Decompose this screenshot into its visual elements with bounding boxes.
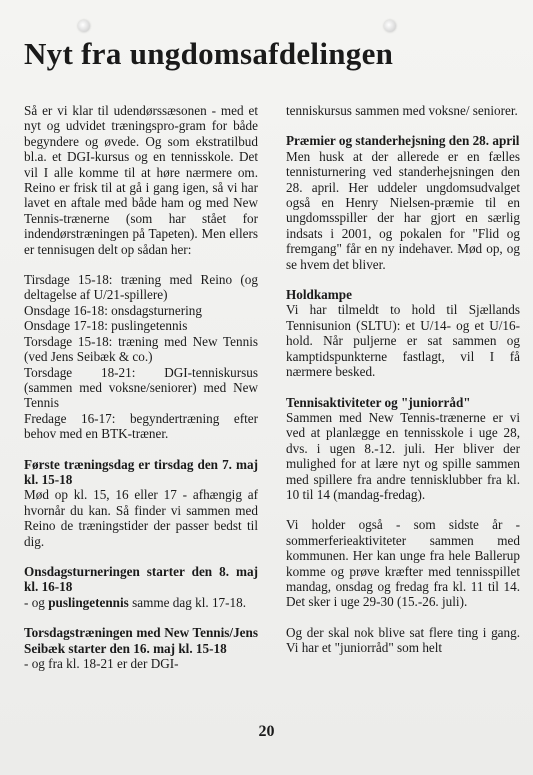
thursday-section bbox=[24, 625, 258, 671]
intro-paragraph: Så er vi klar til udendørssæsonen - med et nyt og udvidet træningspro-gram for både begyndere og øvede. Og som ekstratilbud bl.a. et DGI-kursus og en tennisskole. Det vil I alle komme til at høre nærmere om. Reino er frisk til at gå i gang igen, så vi har lavet en aftale med både ham og med New Tennis-trænerne (som har stået for indendørstræningen på Tapeten). Men ellers er tennisugen delt op sådan her: bbox=[24, 103, 258, 257]
wednesday-section bbox=[24, 564, 258, 610]
page-number: 20 bbox=[258, 723, 275, 740]
teams-body: Vi har tilmeldt to hold til Sjællands Tennisunion (SLTU): et U/14- og et U/16-hold. Når puljerne er sat sammen og kamptidspunkterne fastlagt, vil I få nærmere besked. bbox=[286, 302, 520, 380]
schedule-list bbox=[24, 272, 258, 441]
thursday-heading: Torsdagstræningen med New Tennis/Jens Seibæk starter den 16. maj kl. 15-18 bbox=[24, 625, 258, 656]
first-training-body: Mød op kl. 15, 16 eller 17 - afhængig af hvornår du kan. Så finder vi sammen med Reino de træningstider der passer bedst til dig. bbox=[24, 487, 258, 549]
article-body bbox=[24, 103, 520, 731]
wednesday-body-bold: puslingetennis bbox=[48, 594, 129, 610]
summer-paragraph: Vi holder også - som sidste år - sommerferieaktiviteter sammen med kommunen. Her kan unge fra hele Ballerup komme og prøve kræfter med tennisspillet mandag, onsdag og fredag fra kl. 11 til 14. Det sker i uge 29-30 (15.-26. juli). bbox=[286, 517, 520, 610]
first-training-section bbox=[24, 457, 258, 549]
activities-section bbox=[286, 395, 520, 503]
teams-heading: Holdkampe bbox=[286, 287, 352, 303]
first-training-heading: Første træningsdag er tirsdag den 7. maj kl. 15-18 bbox=[24, 456, 258, 487]
closing-paragraph: Og der skal nok blive sat flere ting i gang. Vi har et "juniorråd" som helt bbox=[286, 624, 520, 656]
activities-body: Sammen med New Tennis-trænerne er vi ved at planlægge en tennisskole i uge 28, dvs. i ugen 8.-12. juli. Her bliver der mulighed for at lære nyt og spille sammen med spillere fra andre tennisklubber fra kl. 10 til 14 (mandag-fredag). bbox=[286, 409, 520, 502]
schedule-item: Onsdage 17-18: puslingetennis bbox=[24, 318, 188, 334]
article-title: Nyt fra ungdomsafdelingen bbox=[24, 36, 394, 71]
prizes-body: Men husk at der allerede er en fælles tennisturnering ved standerhejsningen den 28. april. Her uddeler ungdomsudvalget også en Henry Nielsen-præmie til en ungdomsspiller der har gjort en særlig indsats i 2001, og pokalen for "Flid og fremgang" får en ny indehaver. Mød op, og se hvem det bliver. bbox=[286, 148, 520, 272]
schedule-item: Fredage 16-17: begyndertræning efter behov med en BTK-træner. bbox=[24, 410, 258, 442]
prizes-section bbox=[286, 133, 520, 272]
teams-section bbox=[286, 287, 520, 379]
punch-hole-right bbox=[384, 20, 396, 32]
schedule-item: Onsdage 16-18: onsdagsturnering bbox=[24, 302, 202, 318]
continuation-paragraph: tenniskursus sammen med voksne/ seniorer. bbox=[286, 103, 518, 118]
wednesday-heading: Onsdagsturneringen starter den 8. maj kl. 16-18 bbox=[24, 563, 258, 595]
schedule-item: Torsdage 18-21: DGI-tenniskursus (sammen med voksne/seniorer) med New Tennis bbox=[24, 364, 258, 411]
wednesday-body-suffix: samme dag kl. 17-18. bbox=[128, 594, 247, 610]
schedule-item: Tirsdage 15-18: træning med Reino (og deltagelse af U/21-spillere) bbox=[24, 272, 258, 303]
schedule-item: Torsdage 15-18: træning med New Tennis (ved Jens Seibæk & co.) bbox=[24, 333, 258, 365]
activities-heading: Tennisaktiviteter og "juniorråd" bbox=[286, 394, 471, 410]
left-column bbox=[24, 103, 258, 731]
punch-hole-left bbox=[78, 20, 90, 32]
right-column bbox=[286, 103, 520, 731]
wednesday-body-prefix: - og bbox=[24, 594, 49, 610]
prizes-heading: Præmier og standerhejsning den 28. april bbox=[286, 133, 520, 149]
thursday-body: - og fra kl. 18-21 er der DGI- bbox=[24, 656, 179, 671]
